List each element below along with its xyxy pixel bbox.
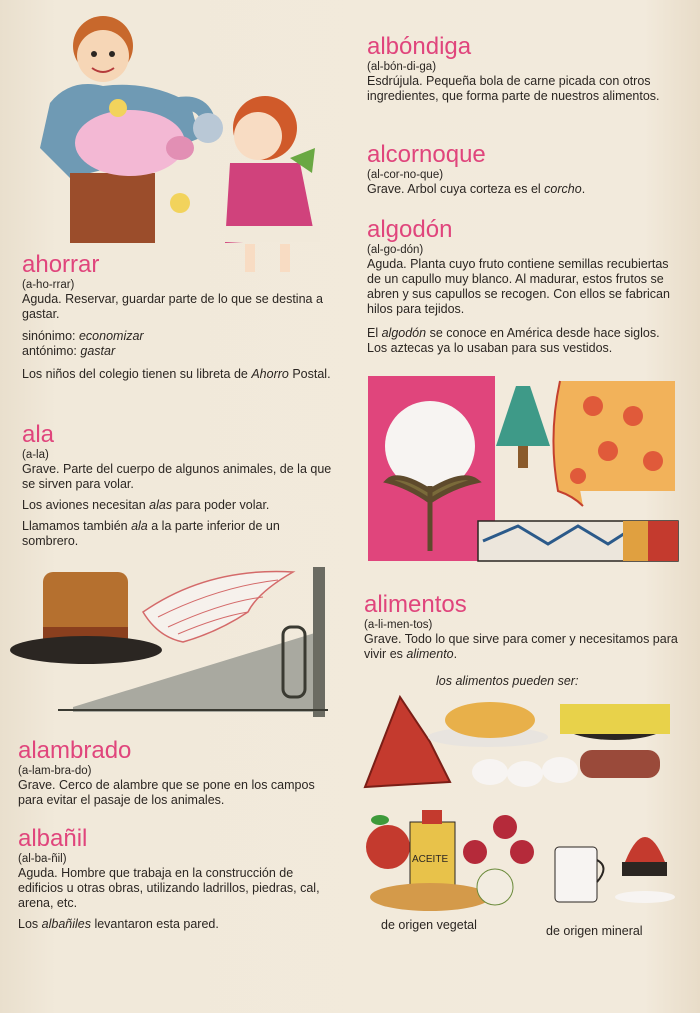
entry-albondiga — [367, 34, 683, 104]
example-text: Llamamos también — [22, 519, 132, 533]
syllables-ala: (a-la) — [22, 449, 49, 461]
example-ahorrar — [22, 367, 334, 382]
example-ala-1 — [22, 498, 334, 513]
example-ala-2 — [22, 519, 334, 549]
entry-alimentos — [364, 592, 684, 689]
headword-ahorrar: ahorrar — [22, 251, 100, 278]
example-albanil — [18, 917, 334, 932]
definition-text: . — [453, 647, 458, 661]
example-text: para poder volar. — [172, 498, 270, 512]
example-text: Postal. — [288, 367, 331, 381]
example-emphasis: albañiles — [41, 917, 91, 931]
entry-albanil — [18, 826, 334, 932]
list-title-text: los alimentos pueden ser: — [436, 674, 579, 688]
antonym-label: antónimo: — [22, 344, 77, 358]
syllables-ahorrar: (a-ho-rrar) — [22, 279, 75, 291]
headword-albondiga: albóndiga — [367, 33, 472, 60]
headword-alcornoque: alcornoque — [367, 141, 486, 168]
example-emphasis: ala — [131, 519, 148, 533]
syllables-alimentos: (a-li-men-tos) — [364, 619, 433, 631]
example-text: Los — [18, 917, 42, 931]
cotton-fabric-illustration — [368, 376, 683, 568]
definition-text: . — [581, 182, 586, 196]
example-text: a la parte inferior de un sombrero. — [22, 519, 280, 548]
example-emphasis: Ahorro — [251, 367, 289, 381]
definition-albondiga: Esdrújula. Pequeña bola de carne picada con otros ingredientes, que forma parte de nuestros alimentos. — [367, 74, 660, 103]
definition-algodon: Aguda. Planta cuyo fruto contiene semillas recubiertas de un capullo muy blanco. Al madurar, estos frutos se abren y sus capullos se recogen. Con ellos se fabrican hilos para tejidos. — [367, 257, 670, 316]
definition-ahorrar: Aguda. Reservar, guardar parte de lo que se destina a gastar. — [22, 292, 323, 321]
syllables-alcornoque: (al-cor-no-que) — [367, 169, 444, 181]
headword-albanil: albañil — [18, 825, 88, 852]
example-emphasis: algodón — [381, 326, 427, 340]
definition-text: Grave. Arbol cuya corteza es el — [367, 182, 545, 196]
headword-ala: ala — [22, 421, 55, 448]
syllables-algodon: (al-go-dón) — [367, 244, 424, 256]
definition-text: Grave. Todo lo que sirve para comer y necesitamos para vivir es — [364, 632, 678, 661]
example-text: Los niños del colegio tienen su libreta de — [22, 367, 252, 381]
syllables-alambrado: (a-lam-bra-do) — [18, 765, 92, 777]
antonym-line — [22, 344, 334, 359]
synonym-label: sinónimo: — [22, 329, 76, 343]
definition-alimentos — [364, 632, 684, 662]
hat-wing-fence-illustration — [8, 562, 333, 722]
syllables-albondiga: (al-bón-di-ga) — [367, 61, 437, 73]
example-text: se conoce en América desde hace siglos. Los aztecas ya lo usaban para sus vestidos. — [367, 326, 660, 355]
headword-alimentos: alimentos — [364, 591, 467, 618]
definition-alambrado: Grave. Cerco de alambre que se pone en los campos para evitar el pasaje de los animales. — [18, 778, 315, 807]
definition-emphasis: alimento — [406, 647, 454, 661]
children-piggy-bank-illustration — [30, 8, 330, 273]
definition-albanil: Aguda. Hombre que trabaja en la construcción de edificios u otras obras, utilizando ladrillos, piedras, cal, arena, etc. — [18, 866, 320, 910]
caption-mineral: de origen mineral — [546, 924, 643, 938]
foods-list-title — [436, 674, 684, 689]
entry-ahorrar — [22, 252, 334, 382]
entry-ala — [22, 422, 334, 549]
caption-vegetal: de origen vegetal — [381, 918, 477, 932]
example-emphasis: alas — [149, 498, 173, 512]
definition-alcornoque — [367, 182, 683, 197]
entry-alcornoque — [367, 142, 683, 197]
example-text: El — [367, 326, 382, 340]
headword-algodon: algodón — [367, 216, 453, 243]
example-text: Los aviones necesitan — [22, 498, 150, 512]
foods-illustration — [360, 692, 680, 914]
definition-emphasis: corcho — [544, 182, 582, 196]
definition-ala: Grave. Parte del cuerpo de algunos animales, de la que se sirven para volar. — [22, 462, 332, 491]
syllables-albanil: (al-ba-ñil) — [18, 853, 67, 865]
synonym-value: economizar — [78, 329, 144, 343]
oil-bottle-label: ACEITE — [412, 854, 449, 865]
entry-alambrado — [18, 738, 334, 808]
example-text: levantaron esta pared. — [90, 917, 219, 931]
headword-alambrado: alambrado — [18, 737, 132, 764]
example-algodon — [367, 326, 683, 356]
antonym-value: gastar — [80, 344, 116, 358]
synonym-line — [22, 329, 334, 344]
entry-algodon — [367, 217, 683, 356]
